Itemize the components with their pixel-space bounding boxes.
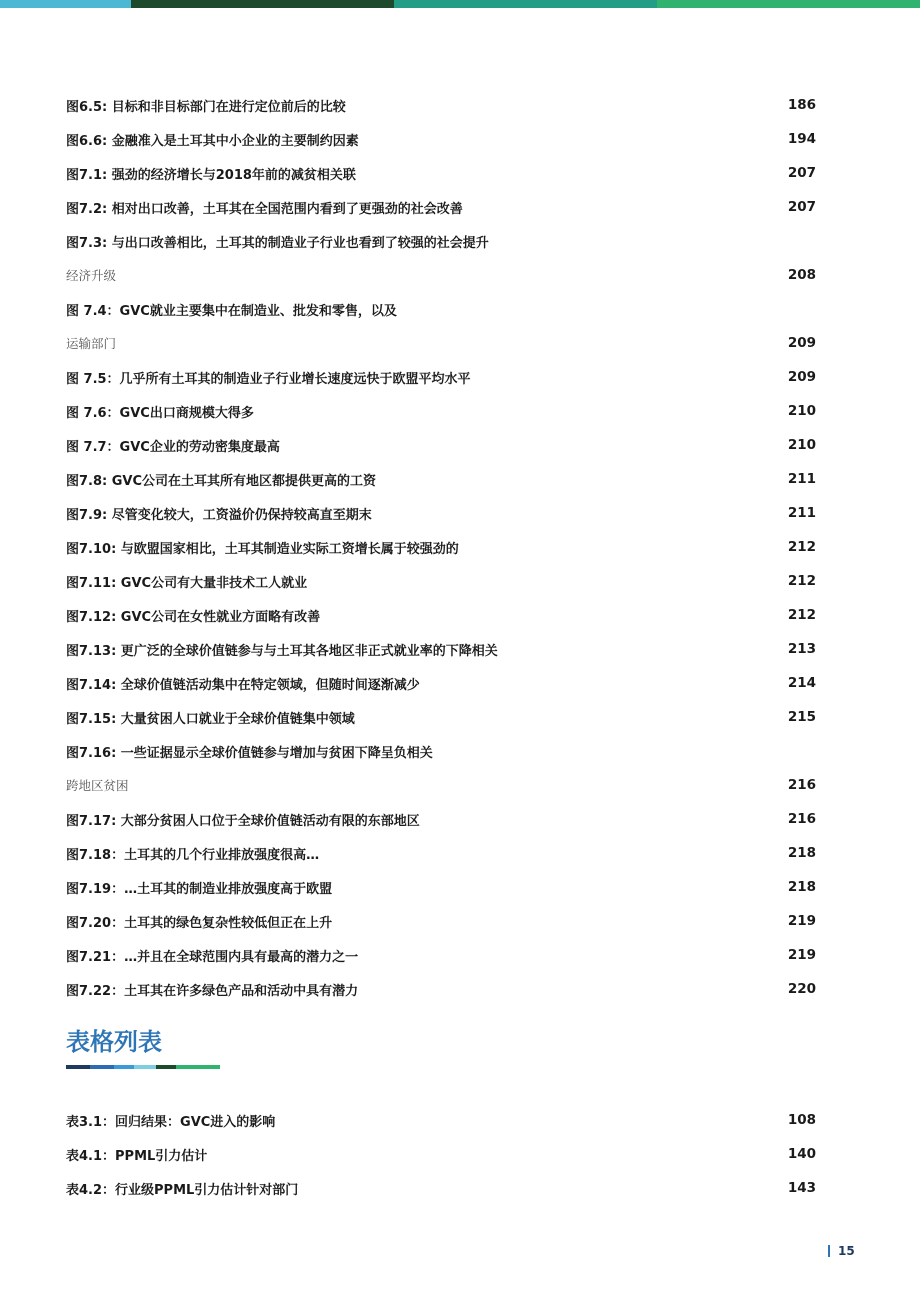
toc-row[interactable] [66,156,816,190]
toc-entry-label: 运输部门 [66,336,117,351]
toc-entry-page: 213 [787,641,816,657]
toc-entry-page: 210 [787,437,816,453]
top-color-bar [0,0,920,8]
toc-row[interactable] [66,938,816,972]
toc-entry-label: 图7.12: GVC公司在女性就业方面略有改善 [66,609,321,625]
toc-entry-page: 219 [787,947,816,963]
toc-entry-page: 212 [787,539,816,555]
underline-segment [66,1065,90,1069]
toc-entry-label: 图7.10: 与欧盟国家相比，土耳其制造业实际工资增长属于较强劲的 [66,541,459,557]
toc-row[interactable] [66,292,816,326]
toc-row[interactable] [66,258,816,292]
toc-row[interactable] [66,972,816,1006]
toc-entry-page: 218 [787,879,816,895]
toc-entry-page: 211 [787,471,816,487]
toc-entry-label: 图7.15: 大量贫困人口就业于全球价值链集中领域 [66,711,355,727]
top-bar-segment [657,0,920,8]
toc-row[interactable] [66,836,816,870]
toc-row[interactable] [66,462,816,496]
underline-segment [114,1065,134,1069]
toc-row[interactable] [66,1103,816,1137]
toc-row[interactable] [66,1137,816,1171]
page-number: 15 [838,1244,855,1258]
toc-entry-page: 216 [787,811,816,827]
toc-row[interactable] [66,1171,816,1205]
top-bar-segment [0,0,131,8]
toc-row[interactable] [66,802,816,836]
toc-entry-page: 207 [787,199,816,215]
toc-row[interactable] [66,904,816,938]
toc-row[interactable] [66,88,816,122]
toc-entry-label: 图7.14: 全球价值链活动集中在特定领域，但随时间逐渐减少 [66,677,420,693]
toc-entry-page: 218 [787,845,816,861]
toc-entry-label: 图7.13: 更广泛的全球价值链参与与土耳其各地区非正式就业率的下降相关 [66,643,498,659]
toc-entry-label: 图7.22：土耳其在许多绿色产品和活动中具有潜力 [66,983,359,999]
toc-entry-label: 图 7.7：GVC企业的劳动密集度最高 [66,439,280,455]
toc-row[interactable] [66,360,816,394]
toc-row[interactable] [66,700,816,734]
toc-entry-label: 图7.17: 大部分贫困人口位于全球价值链活动有限的东部地区 [66,813,420,829]
toc-entry-label: 图7.20：土耳其的绿色复杂性较低但正在上升 [66,915,333,931]
toc-entry-page: 140 [787,1146,816,1162]
toc-row[interactable] [66,734,816,768]
toc-entry-label: 图7.18：土耳其的几个行业排放强度很高… [66,847,320,863]
toc-entry-page: 212 [787,573,816,589]
toc-row[interactable] [66,632,816,666]
toc-entry-label: 图7.19：…土耳其的制造业排放强度高于欧盟 [66,881,333,897]
toc-entry-page: 219 [787,913,816,929]
toc-entry-label: 图 7.5：几乎所有土耳其的制造业子行业增长速度远快于欧盟平均水平 [66,371,471,387]
toc-entry-page: 207 [787,165,816,181]
figure-list [66,88,816,1006]
toc-entry-label: 表4.1：PPML引力估计 [66,1148,208,1164]
toc-entry-page: 215 [787,709,816,725]
toc-row[interactable] [66,496,816,530]
toc-entry-page: 211 [787,505,816,521]
toc-entry-page: 186 [787,97,816,113]
toc-entry-label: 表3.1：回归结果：GVC进入的影响 [66,1114,276,1130]
toc-row[interactable] [66,190,816,224]
toc-row[interactable] [66,122,816,156]
table-list [66,1103,816,1205]
top-bar-segment [131,0,394,8]
toc-entry-page: 143 [787,1180,816,1196]
toc-entry-page: 194 [787,131,816,147]
toc-row[interactable] [66,598,816,632]
page-number-marker [828,1245,830,1257]
toc-entry-label: 表4.2：行业级PPML引力估计针对部门 [66,1182,299,1198]
top-bar-segment [394,0,657,8]
toc-entry-page: 208 [787,267,816,283]
underline-segment [134,1065,156,1069]
toc-entry-label: 图 7.4：GVC就业主要集中在制造业、批发和零售，以及 [66,303,397,319]
title-underline [66,1065,220,1069]
toc-entry-page: 209 [787,335,816,351]
toc-row[interactable] [66,428,816,462]
underline-segment [156,1065,176,1069]
toc-row[interactable] [66,666,816,700]
toc-entry-label: 图7.9: 尽管变化较大，工资溢价仍保持较高直至期末 [66,507,372,523]
toc-row[interactable] [66,768,816,802]
toc-entry-page: 214 [787,675,816,691]
underline-segment [90,1065,114,1069]
toc-entry-page: 212 [787,607,816,623]
toc-row[interactable] [66,394,816,428]
toc-entry-page: 216 [787,777,816,793]
toc-row[interactable] [66,870,816,904]
toc-entry-label: 图7.1: 强劲的经济增长与2018年前的减贫相关联 [66,167,356,183]
toc-entry-page: 108 [787,1112,816,1128]
toc-entry-label: 图6.6: 金融准入是土耳其中小企业的主要制约因素 [66,133,359,149]
toc-entry-label: 图7.3: 与出口改善相比，土耳其的制造业子行业也看到了较强的社会提升 [66,235,489,251]
toc-entry-page: 220 [787,981,816,997]
toc-entry-label: 跨地区贫困 [66,778,129,793]
toc-row[interactable] [66,530,816,564]
toc-row[interactable] [66,224,816,258]
toc-entry-page: 209 [787,369,816,385]
toc-entry-label: 图7.16: 一些证据显示全球价值链参与增加与贫困下降呈负相关 [66,745,433,761]
underline-segment [176,1065,220,1069]
toc-entry-label: 图7.8: GVC公司在土耳其所有地区都提供更高的工资 [66,473,377,489]
section-title: 表格列表 [66,1028,162,1056]
toc-row[interactable] [66,564,816,598]
toc-entry-label: 经济升级 [66,268,117,283]
toc-entry-label: 图7.11: GVC公司有大量非技术工人就业 [66,575,308,591]
toc-entry-label: 图7.2: 相对出口改善，土耳其在全国范围内看到了更强劲的社会改善 [66,201,463,217]
toc-entry-label: 图7.21：…并且在全球范围内具有最高的潜力之一 [66,949,359,965]
toc-row[interactable] [66,326,816,360]
toc-entry-label: 图 7.6：GVC出口商规模大得多 [66,405,254,421]
toc-entry-label: 图6.5: 目标和非目标部门在进行定位前后的比较 [66,99,346,115]
toc-entry-page: 210 [787,403,816,419]
